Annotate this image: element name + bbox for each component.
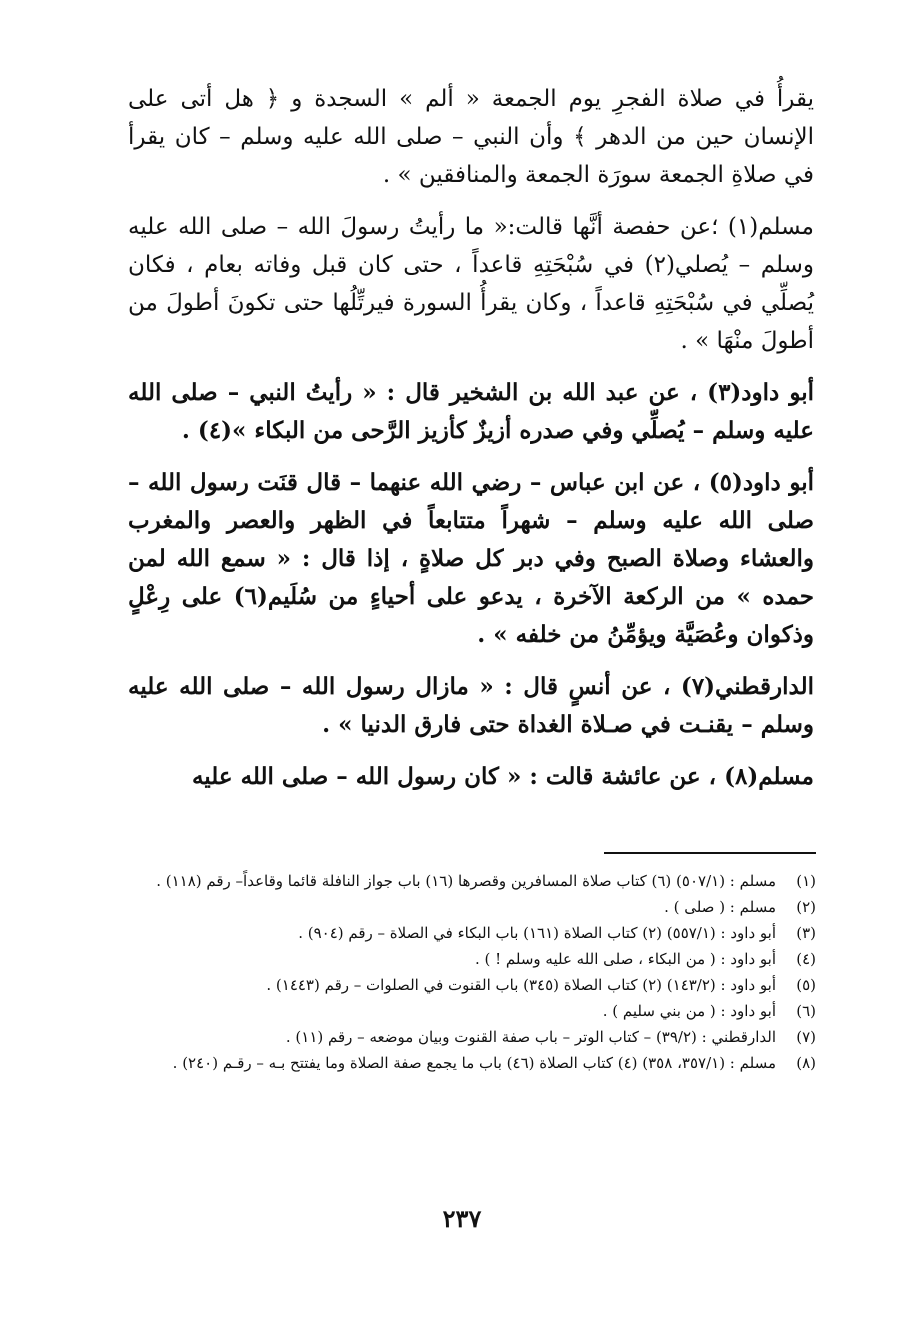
paragraph-6: مسلم(٨) ، عن عائشة قالت : « كان رسول الله – صلى الله عليه	[191, 763, 814, 790]
footnote-text: أبو داود : ( من بني سليم ) .	[602, 1002, 776, 1020]
footnote-number: (٣)	[796, 924, 816, 942]
footnote-number: (٢)	[796, 898, 816, 916]
footnote-number: (٦)	[796, 1002, 816, 1020]
paragraph-3: أبو داود(٣) ، عن عبد الله بن الشخير قال : « رأيتُ النبي – صلى الله عليه وسلم – يُصلِّي وفي صدره أزيزٌ كأزيز الرَّحى من البكاء »(٤) .	[128, 379, 814, 444]
footnote	[128, 920, 816, 946]
footnote	[128, 894, 816, 920]
footnote	[128, 998, 816, 1024]
footnote	[128, 946, 816, 972]
footnote-number: (١)	[796, 872, 816, 890]
footnote-text: مسلم : (٣٥٧/١، ٣٥٨) (٤) كتاب الصلاة (٤٦) باب ما يجمع صفة الصلاة وما يفتتح بـه – رقـم (٢٤٠) .	[172, 1054, 776, 1072]
main-text	[128, 80, 814, 810]
paragraph-1: يقرأُ في صلاة الفجرِ يوم الجمعة « ألم » السجدة و ﴿ هل أتى على الإنسان حين من الدهر ﴾ وأن النبي – صلى الله عليه وسلم – كان يقرأ في صلاةِ الجمعة سورَة الجمعة والمنافقين » .	[128, 86, 814, 188]
footnote-text: مسلم : ( صلى ) .	[664, 898, 776, 916]
footnote-number: (٥)	[796, 976, 816, 994]
paragraph-4: أبو داود(٥) ، عن ابن عباس – رضي الله عنهما – قال قنَت رسول الله – صلى الله عليه وسلم – شهراً متتابعاً في الظهر والعصر والمغرب والعشاء وصلاة الصبح وفي دبر كل صلاةٍ ، إذا قال : « سمع الله لمن حمده » من الركعة الآخرة ، يدعو على أحياءٍ من سُلَيم(٦) على رِعْلٍ وذكوان وعُصَيَّة ويؤمِّنُ من خلفه » .	[128, 469, 814, 648]
footnote-separator	[604, 852, 816, 854]
footnote-text: أبو داود : (٥٥٧/١) (٢) كتاب الصلاة (١٦١) باب البكاء في الصلاة – رقم (٩٠٤) .	[298, 924, 776, 942]
paragraph-2: مسلم(١) ؛عن حفصة أنَّها قالت:« ما رأيتُ رسولَ الله – صلى الله عليه وسلم – يُصلي(٢) في سُبْحَتِهِ قاعداً ، حتى كان قبل وفاته بعام ، فكان يُصلِّي في سُبْحَتِهِ قاعداً ، وكان يقرأُ السورة فيرتِّلُها حتى تكونَ أطولَ من أطولَ منْهَا » .	[128, 214, 814, 354]
footnote-number: (٤)	[796, 950, 816, 968]
footnote-text: الدارقطني : (٣٩/٢) – كتاب الوتر – باب صفة القنوت وبيان موضعه – رقم (١١) .	[285, 1028, 776, 1046]
footnote	[128, 868, 816, 894]
footnotes	[128, 868, 816, 1076]
footnote-number: (٧)	[796, 1028, 816, 1046]
footnote-text: أبو داود : (١٤٣/٢) (٢) كتاب الصلاة (٣٤٥) باب القنوت في الصلوات – رقم (١٤٤٣) .	[266, 976, 776, 994]
footnote-text: مسلم : (٥٠٧/١) (٦) كتاب صلاة المسافرين وقصرها (١٦) باب جواز النافلة قائما وقاعداً– رقم (١١٨) .	[156, 872, 776, 890]
footnote	[128, 972, 816, 998]
paragraph-5: الدارقطني(٧) ، عن أنسٍ قال : « مازال رسول الله – صلى الله عليه وسلم – يقنـت في صـلاة الغداة حتى فارق الدنيا » .	[128, 673, 814, 738]
footnote	[128, 1024, 816, 1050]
footnote-text: أبو داود : ( من البكاء ، صلى الله عليه وسلم ! ) .	[474, 950, 776, 968]
footnote-number: (٨)	[796, 1054, 816, 1072]
page-number: ٢٣٧	[442, 1204, 482, 1233]
footnote	[128, 1050, 816, 1076]
